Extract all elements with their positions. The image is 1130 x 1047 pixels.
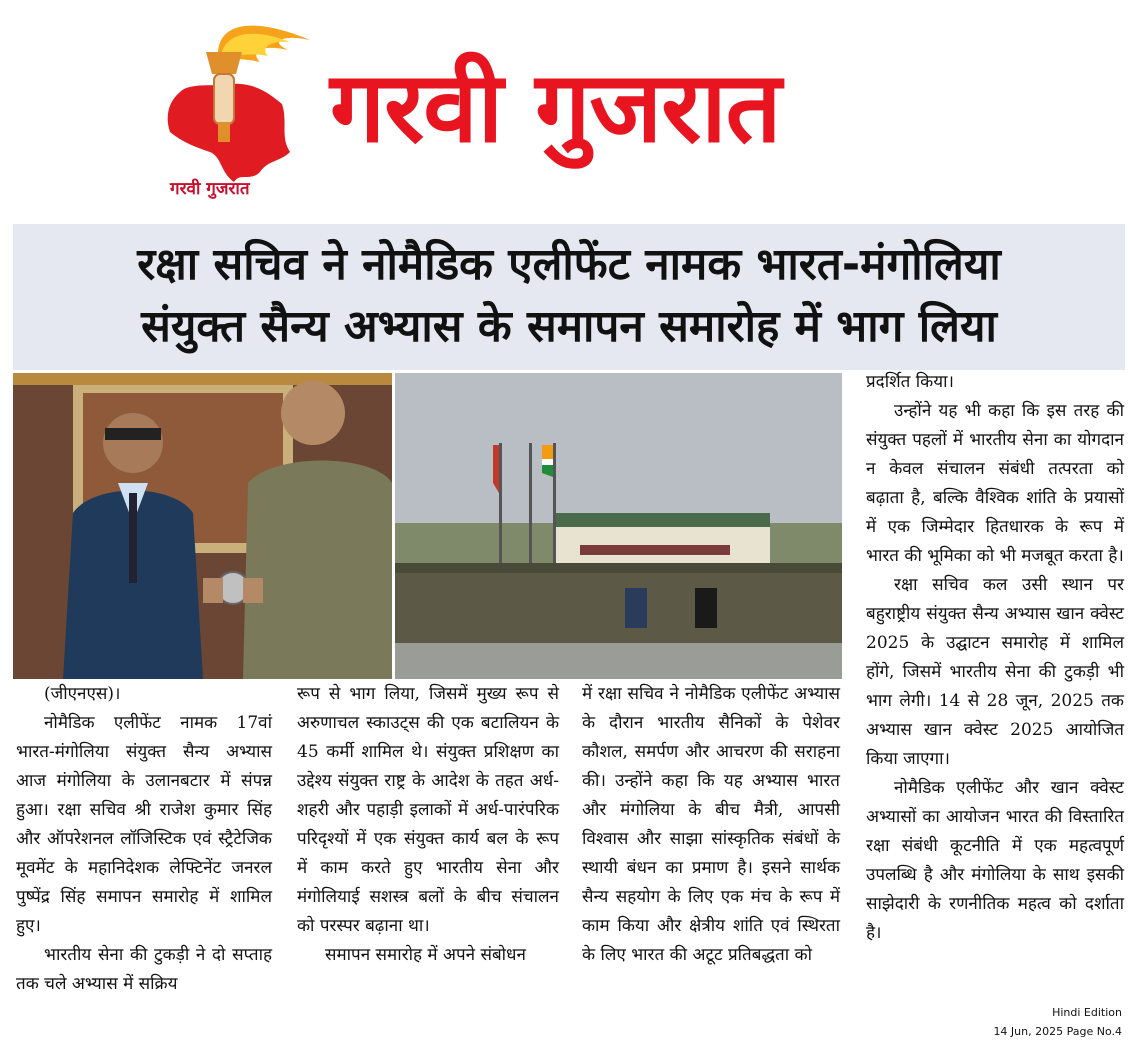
article-column-2 [297, 680, 559, 970]
date-page-label: 14 Jun, 2025 Page No.4 [993, 1025, 1122, 1038]
newspaper-title: गरवी गुजरात [330, 51, 781, 165]
paragraph: नोमैडिक एलीफेंट और खान क्वेस्ट अभ्यासों का आयोजन भारत की विस्तारित रक्षा संबंधी कूटनीति में एक महत्वपूर्ण उपलब्धि है और मंगोलिया के साथ इसकी साझेदारी के रणनीतिक महत्व को दर्शाता है। [866, 778, 1124, 943]
edition-label: Hindi Edition [1052, 1006, 1122, 1019]
logo-caption: गरवी गुजरात [170, 179, 250, 199]
photo-group-soldiers-flags [395, 373, 842, 679]
headline-line-2: संयुक्त सैन्य अभ्यास के समापन समारोह में भाग लिया [141, 301, 997, 352]
headline-line-1: रक्षा सचिव ने नोमैडिक एलीफेंट नामक भारत-मंगोलिया [137, 239, 1001, 290]
masthead [0, 0, 1130, 215]
headline [13, 234, 1125, 358]
paragraph: उन्होंने यह भी कहा कि इस तरह की संयुक्त पहलों में भारतीय सेना का योगदान न केवल संचालन संबंधी तत्परता को बढ़ाता है, बल्कि वैश्विक शांति के प्रयासों में एक जिम्मेदार हितधारक के रूप में भारत की भूमिका को भी मजबूत करता है। [866, 401, 1124, 566]
edition-footer [993, 1003, 1122, 1041]
article-column-1 [16, 680, 272, 999]
paragraph: भारतीय सेना की टुकड़ी ने दो सप्ताह तक चले अभ्यास में सक्रिय [16, 945, 272, 994]
paragraph: नोमैडिक एलीफेंट नामक 17वां भारत-मंगोलिया संयुक्त सैन्य अभ्यास आज मंगोलिया के उलानबटार में संपन्न हुआ। रक्षा सचिव श्री राजेश कुमार सिंह और ऑपरेशनल लॉजिस्टिक एवं स्ट्रैटेजिक मूवमेंट के महानिदेशक लेफ्टिनेंट जनरल पुष्पेंद्र सिंह समापन समारोह में शामिल हुए। [16, 713, 272, 936]
dateline: (जीएनएस)। [44, 684, 121, 704]
article-column-4 [866, 368, 1124, 948]
article-column-3 [582, 680, 840, 970]
paragraph: प्रदर्शित किया। [866, 372, 954, 392]
headline-band [13, 224, 1125, 370]
photo-handshake-memento [13, 373, 392, 679]
paragraph: रूप से भाग लिया, जिसमें मुख्य रूप से अरुणाचल स्काउट्स की एक बटालियन के 45 कर्मी शामिल थे। संयुक्त प्रशिक्षण का उद्देश्य संयुक्त राष्ट्र के आदेश के तहत अर्ध-शहरी और पहाड़ी इलाकों में अर्ध-पारंपरिक परिदृश्यों में एक संयुक्त कार्य बल के रूप में काम करते हुए भारतीय सेना और मंगोलियाई सशस्त्र बलों के बीच संचालन को परस्पर बढ़ाना था। [297, 684, 559, 936]
paragraph: समापन समारोह में अपने संबोधन [325, 945, 526, 965]
paragraph: रक्षा सचिव कल उसी स्थान पर बहुराष्ट्रीय संयुक्त सैन्य अभ्यास खान क्वेस्ट 2025 के उद्घाटन समारोह में शामिल होंगे, जिसमें भारतीय सेना की टुकड़ी भी भाग लेगी। 14 से 28 जून, 2025 तक अभ्यास खान क्वेस्ट 2025 आयोजित किया जाएगा। [866, 575, 1124, 769]
paragraph: में रक्षा सचिव ने नोमैडिक एलीफेंट अभ्यास के दौरान भारतीय सैनिकों के पेशेवर कौशल, समर्पण और आचरण की सराहना की। उन्होंने कहा कि यह अभ्यास भारत और मंगोलिया के बीच मैत्री, आपसी विश्वास और साझा सांस्कृतिक संबंधों के स्थायी बंधन का प्रमाण है। इसने सार्थक सैन्य सहयोग के लिए एक मंच के रूप में काम किया और क्षेत्रीय शांति एवं स्थिरता के लिए भारत की अटूट प्रतिबद्धता को [582, 684, 840, 965]
